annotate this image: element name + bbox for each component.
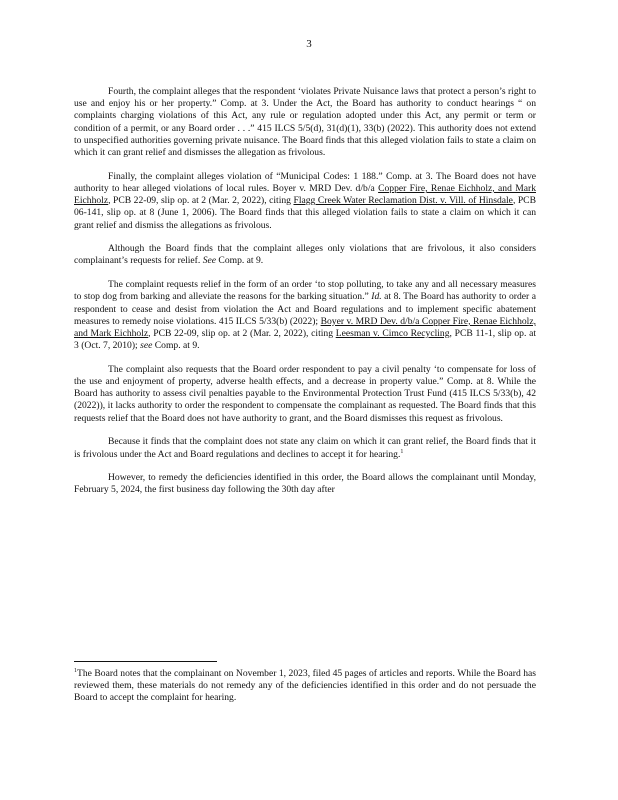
signal-see: see (140, 340, 153, 352)
footnote-divider (74, 661, 217, 662)
paragraph-cease-desist (74, 279, 536, 352)
paragraph-text: The complaint requests relief in the form of an order ‘to stop polluting, to take any and all necessary measures to stop dog from barking and alleviate the reasons for the barking situation.” (74, 279, 536, 303)
paragraph-text: Comp. at 9. (218, 255, 264, 267)
footnote-marker: 1 (74, 667, 77, 674)
case-citation: Copper Fire, Renae Eichholz, and Mark Eichholz (74, 182, 536, 207)
paragraph-text: However, to remedy the deficiencies identified in this order, the Board allows the complainant until Monday, February 5, 2024, the first business day following the 30th day after (74, 472, 536, 496)
paragraph-text: Comp. at 9. (154, 340, 200, 352)
paragraph-text: The complaint also requests that the Board order respondent to pay a civil penalty ‘to compensate for loss of the use and enjoyment of property, adverse health effects, and a decrease in property value.” Comp. at 8. While the Board has authority to assess civil penalties payable to the Environmental Protection Trust Fund (415 ILCS 5/33(b), 42 (2022)), it lacks authority to order the respondent to compensate the complainant as requested. The Board finds that this requests relief that the Board does not have authority to grant, and the Board dismisses this request as frivolous. (74, 363, 536, 424)
paragraph-text: Fourth, the complaint alleges that the respondent ‘violates Private Nuisance laws that protect a person’s right to use and enjoy his or her property.” Comp. at 3. Under the Act, the Board has authority to conduct hearings “ on complaints charging violations of this Act, any rule or regulation adopted under this Act, any permit or term or condition of a permit, or any Board order . . .” 415 ILCS 5/5(d), 31(d)(1), 33(b) (2022). This authority does not extend to unspecified authorities governing private nuisance. The Board finds that this alleged violation fails to state a claim on which it can grant relief and dismisses the allegation as frivolous. (74, 86, 536, 159)
document-body (74, 86, 536, 508)
paragraph-private-nuisance (74, 86, 536, 159)
paragraph-text: Finally, the complaint alleges violation of “Municipal Codes: 1 188.” Comp. at 3. The Board does not have authority to hear alleged violations of local rules. Boyer v. MRD Dev. d/b/a (74, 170, 536, 194)
paragraph-civil-penalty (74, 364, 536, 425)
paragraph-text: , PCB 22-09, slip op. at 2 (Mar. 2, 2022), citing (108, 195, 291, 207)
paragraph-text: , PCB 22-09, slip op. at 2 (Mar. 2, 2022), citing (148, 327, 333, 339)
paragraph-text: Because it finds that the complaint does not state any claim on which it can grant relief, the Board finds that it is frivolous under the Act and Board regulations and declines to accept it for hearing. (74, 436, 536, 460)
case-citation: Boyer v. MRD Dev. d/b/a Copper Fire, Renae Eichholz, and Mark Eichholz (74, 315, 536, 339)
signal-id: Id. (371, 291, 382, 303)
paragraph-text: Although the Board finds that the complaint alleges only violations that are frivolous, it also considers complainant’s requests for relief. (74, 243, 536, 267)
paragraph-text: at 8. The Board has authority to order a respondent to cease and desist from violation the Act and Board regulations and to implement specific abatement measures to remedy noise violations. 415 ILCS 5/33(b) (2022); (74, 291, 536, 327)
footnote-reference[interactable]: 1 (400, 448, 404, 455)
footnote (74, 668, 536, 705)
signal-see: See (202, 255, 217, 267)
paragraph-requests-intro (74, 243, 536, 267)
paragraph-text: , PCB 06-141, slip op. at 8 (June 1, 2006). The Board finds that this alleged violation fails to state a claim on which it can grant relief and dismiss the allegations as frivolous. (74, 195, 536, 231)
paragraph-municipal-codes (74, 171, 536, 232)
paragraph-remedy-deadline (74, 472, 536, 496)
footnote-text: The Board notes that the complainant on November 1, 2023, filed 45 pages of articles and reports. While the Board has reviewed them, these materials do not remedy any of the deficiencies identified in this order and do not persuade the Board to accept the complaint for hearing. (74, 668, 536, 704)
case-citation: Leesman v. Cimco Recycling (335, 327, 450, 339)
case-citation: Flagg Creek Water Reclamation Dist. v. Vill. of Hinsdale (293, 195, 513, 207)
paragraph-frivolous-finding (74, 436, 536, 460)
paragraph-text: , PCB 11-1, slip op. at 3 (Oct. 7, 2010); (74, 327, 537, 352)
page-number: 3 (306, 38, 312, 50)
